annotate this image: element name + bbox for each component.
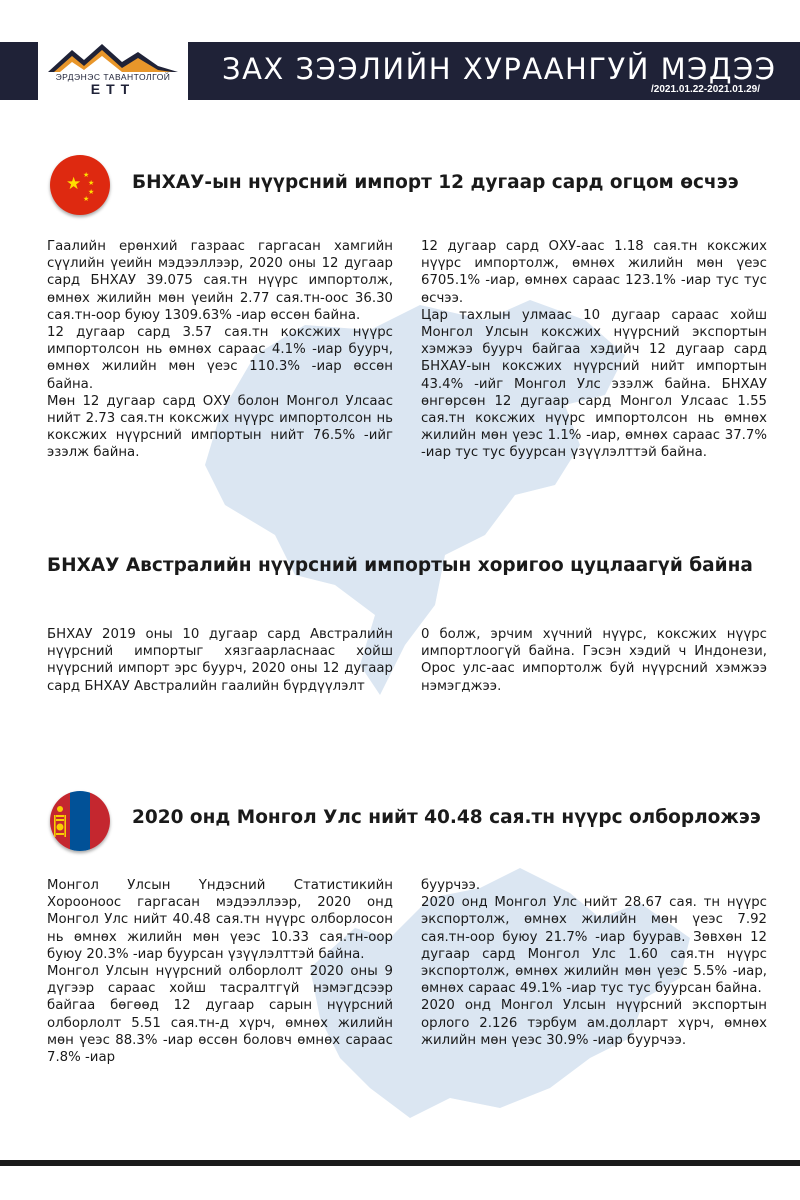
svg-text:★: ★ — [66, 174, 82, 194]
paragraph: 12 дугаар сард ОХУ-аас 1.18 сая.тн коксжих нүүрс импортолж, өмнөх жилийн мөн үеэс 6705.1% -иар, өмнөх сараас 123.1% -иар тус тус өсчээ. — [421, 239, 767, 306]
paragraph: БНХАУ 2019 оны 10 дугаар сард Австралийн нүүрсний импортыг хязгаарласнаас хойш нүүрсний импорт эрс буурч, 2020 оны 12 дугаар сард БНХАУ Австралийн гаалийн бүрдүүлэлт — [47, 627, 393, 694]
section-title: 2020 онд Монгол Улс нийт 40.48 сая.тн нүүрс олборложээ — [132, 807, 761, 828]
section-title: БНХАУ-ын нүүрсний импорт 12 дугаар сард огцом өсчээ — [132, 172, 739, 193]
page-title: ЗАХ ЗЭЭЛИЙН ХУРААНГУЙ МЭДЭЭ — [222, 52, 777, 86]
mountain-logo-icon — [46, 40, 180, 74]
paragraph: Монгол Улсын нүүрсний олборлолт 2020 оны 9 дүгээр сараас хойш тасралтгүй нэмэгдсээр байгаа бөгөөд 12 дугаар сарын нүүрсний олборлолт 5.51 сая.тн-д хүрч, өмнөх жилийн мөн үеэс 88.3% -иар өссөн боловч өмнөх сараас 7.8% -иар — [47, 964, 393, 1066]
section-2-right-column — [421, 626, 767, 695]
mongolia-flag-icon — [50, 791, 110, 851]
bottom-rule — [0, 1160, 800, 1166]
paragraph: 12 дугаар сард 3.57 сая.тн коксжих нүүрс импортолсон нь өмнөх сараас 4.1% -иар буурч, өмнөх жилийн мөн үеэс 110.3% -иар өссөн байна. — [47, 325, 393, 392]
svg-text:★: ★ — [83, 195, 90, 203]
logo-abbreviation: ЕТТ — [90, 81, 136, 97]
svg-text:★: ★ — [88, 179, 95, 187]
paragraph: Цар тахлын улмаас 10 дугаар сараас хойш Монгол Улсын коксжих нүүрсний экспортын хэмжээ буурч байгаа хэдийч 12 дугаар сард БНХАУ-ын коксжих нүүрсний нийт импортын 43.4% -ийг Монгол Улс эзэлж байна. БНХАУ өнгөрсөн 12 дугаар сард Монгол Улсаас 1.55 сая.тн коксжих нүүрс импортолсон нь өмнөх жилийн мөн үеэс 1.1% -иар, өмнөх сараас 37.7% -иар тус тус буурсан үзүүлэлттэй байна. — [421, 307, 767, 461]
section-1-left-column — [47, 238, 393, 462]
paragraph: 0 болж, эрчим хүчний нүүрс, коксжих нүүрс импортлоогүй байна. Гэсэн хэдий ч Индонези, Орос улс-аас импортолж буй нүүрсний хэмжээ нэмэгджээ. — [421, 627, 767, 694]
svg-text:★: ★ — [88, 188, 95, 196]
section-3-left-column — [47, 877, 393, 1066]
logo — [38, 34, 188, 106]
section-1-right-column — [421, 238, 767, 462]
paragraph: 2020 онд Монгол Улс нийт 28.67 сая. тн нүүрс экспортолж, өмнөх жилийн мөн үеэс 7.92 сая.тн-оор буюу 21.7% -иар буурав. Зөвхөн 12 дугаар сард Монгол Улс 1.60 сая.тн нүүрс экспортолж, өмнөх жилийн мөн үеэс 5.5% -иар, өмнөх сараас 49.1% -иар тус тус буурсан байна. — [421, 895, 767, 997]
paragraph: Монгол Улсын Үндэсний Статистикийн Хорооноос гаргасан мэдээллээр, 2020 онд Монгол Улс нийт 40.48 сая.тн нүүрс олборлосон нь өмнөх жилийн мөн үеэс 10.33 сая.тн-оор буюу 20.3% -иар буурсан үзүүлэлттэй байна. — [47, 878, 393, 962]
paragraph: 2020 онд Монгол Улсын нүүрсний экспортын орлого 2.126 тэрбум ам.долларт хүрч, өмнөх жилийн мөн үеэс 30.9% -иар буурчээ. — [421, 998, 767, 1048]
paragraph: буурчээ. — [421, 878, 481, 893]
paragraph: Гаалийн ерөнхий газраас гаргасан хамгийн сүүлийн үеийн мэдээллээр, 2020 оны 12 дугаар сард БНХАУ 39.075 сая.тн нүүрс импортолж, өмнөх жилийн мөн үеийн 2.77 сая.тн-оос 36.30 сая.тн-оор буюу 1309.63% -иар өссөн байна. — [47, 239, 393, 323]
logo-name: ЭРДЭНЭС ТАВАНТОЛГОЙ — [55, 72, 171, 82]
section-title: БНХАУ Австралийн нүүрсний импортын хоригоо цуцлаагүй байна — [47, 555, 753, 576]
china-flag-icon — [50, 155, 110, 215]
svg-text:★: ★ — [83, 171, 90, 179]
section-3-right-column — [421, 877, 767, 1049]
section-2-left-column — [47, 626, 393, 695]
date-range: /2021.01.22-2021.01.29/ — [651, 84, 760, 95]
paragraph: Мөн 12 дугаар сард ОХУ болон Монгол Улсаас нийт 2.73 сая.тн коксжих нүүрс импортолсон нь коксжих нүүрсний импортын нийт 76.5% -ийг эзэлж байна. — [47, 393, 393, 461]
